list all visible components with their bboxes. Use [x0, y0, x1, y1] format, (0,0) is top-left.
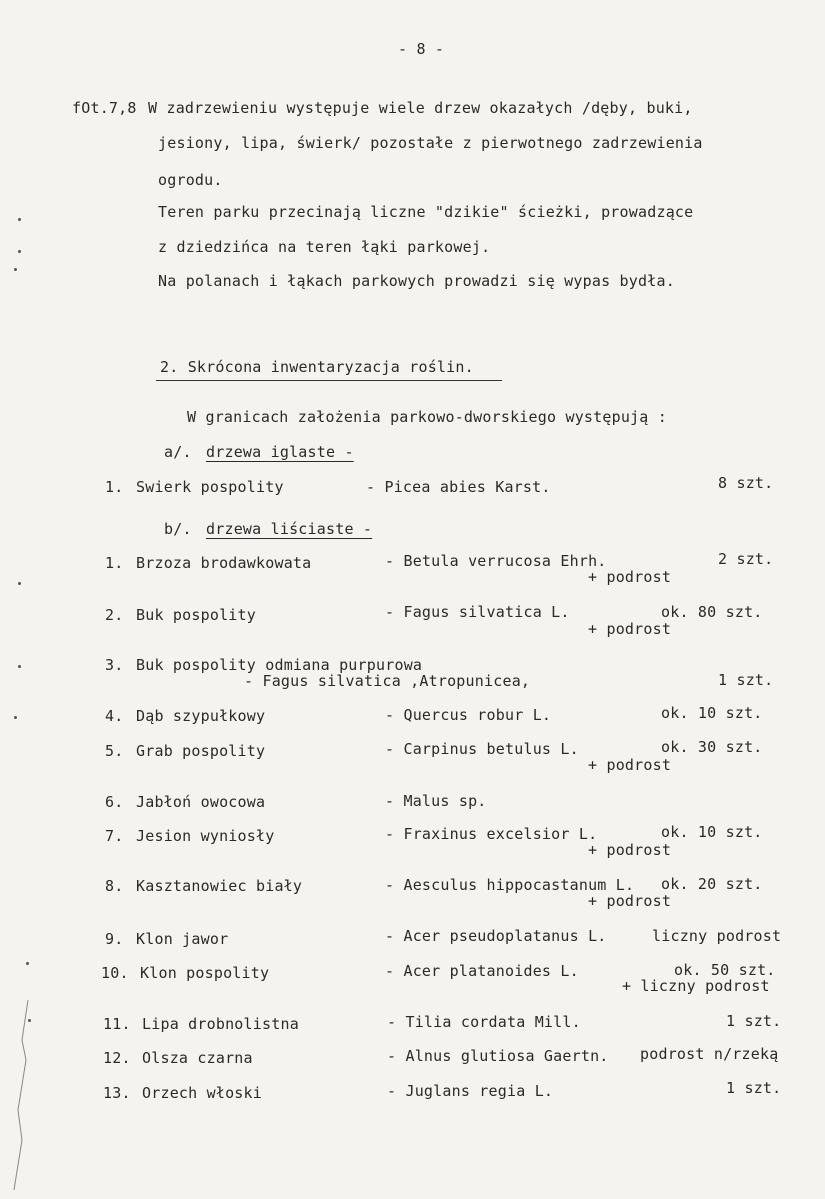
item-note: + podrost	[588, 841, 672, 859]
item-count: 1 szt.	[718, 671, 774, 689]
item-name: Jesion wyniosły	[136, 827, 275, 845]
margin-dot	[18, 250, 21, 253]
item-latin: - Fraxinus excelsior L.	[385, 825, 598, 843]
item-latin: - Carpinus betulus L.	[385, 740, 579, 758]
item-name: Olsza czarna	[142, 1049, 253, 1067]
item-number: 1.	[105, 478, 124, 496]
item-name: Klon jawor	[136, 930, 229, 948]
intro-line: jesiony, lipa, świerk/ pozostałe z pierwotnego zadrzewienia	[158, 134, 703, 152]
item-latin: - Fagus silvatica ,Atropunicea,	[244, 672, 531, 690]
item-latin: - Betula verrucosa Ehrh.	[385, 552, 607, 570]
item-note: + podrost	[588, 892, 672, 910]
item-name: Orzech włoski	[142, 1084, 262, 1102]
item-latin: - Acer platanoides L.	[385, 962, 579, 980]
group-b-title: drzewa liściaste -	[206, 520, 373, 538]
margin-dot	[14, 716, 17, 719]
item-latin: - Malus sp.	[385, 792, 487, 810]
margin-dot	[14, 268, 17, 271]
item-name: Buk pospolity odmiana purpurowa	[136, 656, 423, 674]
item-note: + podrost	[588, 756, 672, 774]
item-number: 5.	[105, 742, 124, 760]
margin-dot	[28, 1019, 31, 1022]
intro-line: Teren parku przecinają liczne "dzikie" ścieżki, prowadzące	[158, 203, 694, 221]
intro-line: Na polanach i łąkach parkowych prowadzi się wypas bydła.	[158, 272, 675, 290]
item-name: Swierk pospolity	[136, 478, 284, 496]
margin-dot	[18, 218, 21, 221]
item-count: ok. 20 szt.	[661, 875, 763, 893]
item-latin: - Acer pseudoplatanus L.	[385, 927, 607, 945]
item-count: ok. 80 szt.	[661, 603, 763, 621]
item-number: 11.	[103, 1015, 131, 1033]
item-number: 8.	[105, 877, 124, 895]
photo-reference: fOt.7,8	[72, 99, 137, 117]
item-count: 2 szt.	[718, 550, 774, 568]
item-name: Brzoza brodawkowata	[136, 554, 312, 572]
item-name: Jabłoń owocowa	[136, 793, 266, 811]
item-number: 10.	[101, 964, 129, 982]
item-latin: - Tilia cordata Mill.	[387, 1013, 581, 1031]
item-number: 12.	[103, 1049, 131, 1067]
item-count: liczny podrost	[652, 927, 782, 945]
item-number: 13.	[103, 1084, 131, 1102]
item-count: podrost n/rzeką	[640, 1045, 779, 1063]
group-a-title: drzewa iglaste -	[206, 443, 354, 461]
item-name: Dąb szypułkowy	[136, 707, 266, 725]
item-latin: - Juglans regia L.	[387, 1082, 554, 1100]
group-b-prefix: b/.	[164, 520, 192, 538]
item-name: Buk pospolity	[136, 606, 256, 624]
section-title-underline	[156, 380, 502, 381]
item-note: + liczny podrost	[622, 977, 770, 995]
item-count: ok. 50 szt.	[674, 961, 776, 979]
intro-line: ogrodu.	[158, 171, 223, 189]
item-count: 1 szt.	[726, 1012, 782, 1030]
item-count: ok. 30 szt.	[661, 738, 763, 756]
item-note: + podrost	[588, 568, 672, 586]
item-latin: - Quercus robur L.	[385, 706, 552, 724]
margin-dot	[18, 582, 21, 585]
item-name: Klon pospolity	[140, 964, 270, 982]
item-latin: - Fagus silvatica L.	[385, 603, 570, 621]
item-count: 8 szt.	[718, 474, 774, 492]
intro-line: W zadrzewieniu występuje wiele drzew okazałych /dęby, buki,	[148, 99, 693, 117]
item-number: 9.	[105, 930, 124, 948]
item-number: 7.	[105, 827, 124, 845]
page-number: - 8 -	[398, 40, 445, 58]
item-name: Grab pospolity	[136, 742, 266, 760]
group-a-prefix: a/.	[164, 443, 192, 461]
item-number: 6.	[105, 793, 124, 811]
item-number: 2.	[105, 606, 124, 624]
item-number: 3.	[105, 656, 124, 674]
item-name: Kasztanowiec biały	[136, 877, 303, 895]
item-count: ok. 10 szt.	[661, 823, 763, 841]
item-name: Lipa drobnolistna	[142, 1015, 299, 1033]
item-count: ok. 10 szt.	[661, 704, 763, 722]
item-count: 1 szt.	[726, 1079, 782, 1097]
section-intro: W granicach założenia parkowo-dworskiego występują :	[187, 408, 667, 426]
section-title: 2. Skrócona inwentaryzacja roślin.	[160, 358, 474, 376]
margin-dot	[26, 962, 29, 965]
item-note: + podrost	[588, 620, 672, 638]
item-number: 1.	[105, 554, 124, 572]
paper-fold-mark	[8, 1000, 38, 1190]
margin-dot	[18, 665, 21, 668]
item-latin: - Alnus glutiosa Gaertn.	[387, 1047, 609, 1065]
item-latin: - Picea abies Karst.	[366, 478, 551, 496]
intro-line: z dziedzińca na teren łąki parkowej.	[158, 238, 491, 256]
item-number: 4.	[105, 707, 124, 725]
item-latin: - Aesculus hippocastanum L.	[385, 876, 635, 894]
